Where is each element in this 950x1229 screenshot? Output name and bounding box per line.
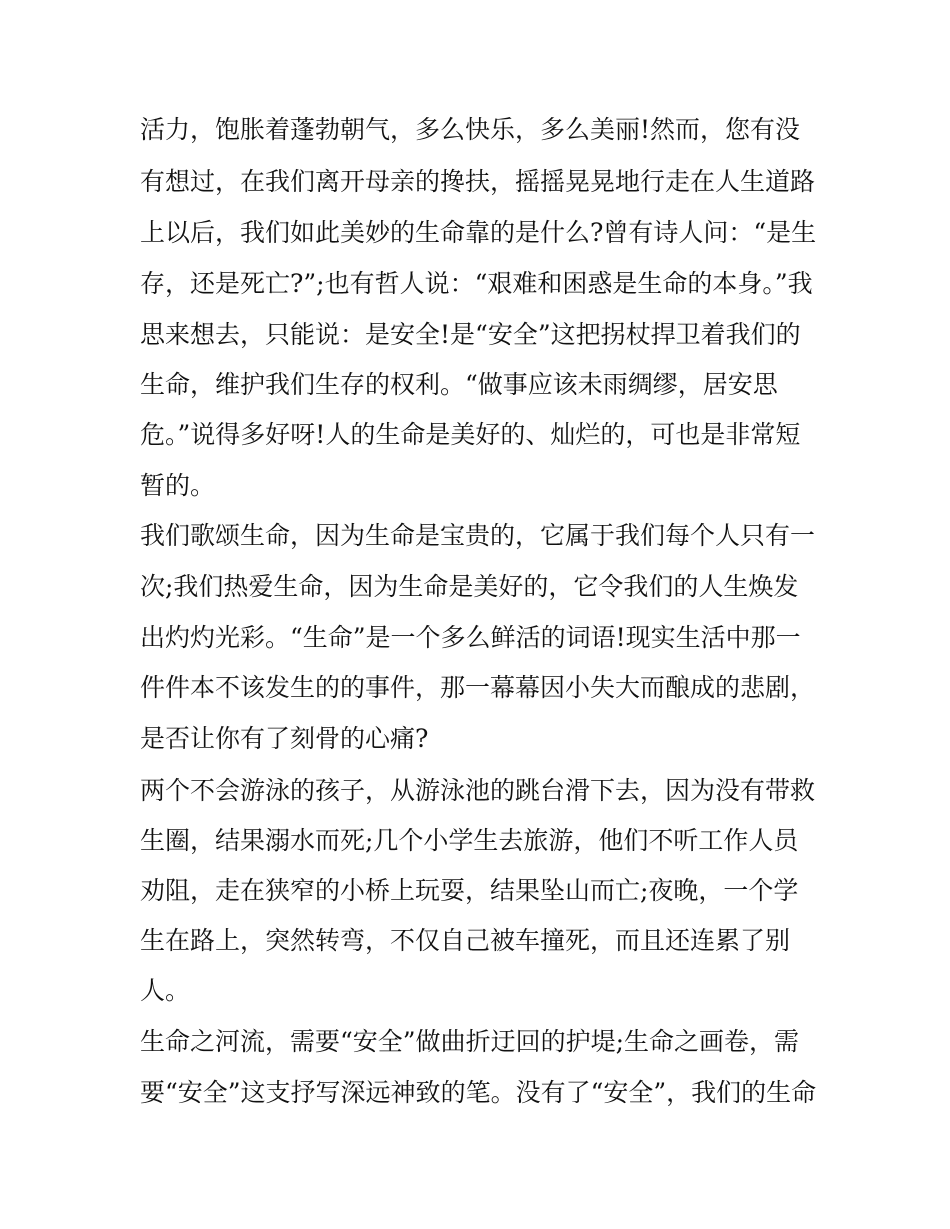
text-line: 生在路上，突然转弯，不仅自己被车撞死，而且还连累了别 [140,926,791,955]
text-line: 我们歌颂生命，因为生命是宝贵的，它属于我们每个人只有一 [140,521,816,550]
text-line: 次;我们热爱生命，因为生命是美好的，它令我们的人生焕发 [140,572,799,601]
text-line: 上以后，我们如此美妙的生命靠的是什么?曾有诗人问：“是生 [140,218,817,247]
text-line: 是否让你有了刻骨的心痛? [140,724,429,753]
text-line: 生命，维护我们生存的权利。“做事应该未雨绸缪，居安思 [140,370,778,399]
text-line: 两个不会游泳的孩子，从游泳池的跳台滑下去，因为没有带救 [140,776,816,805]
text-line: 暂的。 [140,471,216,500]
text-line: 生圈，结果溺水而死;几个小学生去旅游，他们不听工作人员 [140,826,799,855]
text-line: 出灼灼光彩。“生命”是一个多么鲜活的词语!现实生活中那一 [140,623,801,652]
text-line: 生命之河流，需要“安全”做曲折迂回的护堤;生命之画卷，需 [140,1027,799,1056]
text-line: 危。”说得多好呀!人的生命是美好的、灿烂的，可也是非常短 [140,420,801,449]
text-line: 件件本不该发生的的事件，那一幕幕因小失大而酿成的悲剧， [140,673,816,702]
text-line: 要“安全”这支抒写深远神致的笔。没有了“安全”，我们的生命 [140,1078,817,1107]
text-line: 有想过，在我们离开母亲的搀扶，摇摇晃晃地行走在人生道路 [140,167,816,196]
text-line: 人。 [140,976,191,1005]
text-line: 活力，饱胀着蓬勃朝气，多么快乐，多么美丽!然而，您有没 [140,115,801,144]
text-line: 劝阻，走在狭窄的小桥上玩耍，结果坠山而亡;夜晚，一个学 [140,876,799,905]
text-line: 思来想去，只能说：是安全!是“安全”这把拐杖捍卫着我们的 [140,320,801,349]
text-line: 存，还是死亡?”;也有哲人说：“艰难和困惑是生命的本身。”我 [140,269,813,298]
